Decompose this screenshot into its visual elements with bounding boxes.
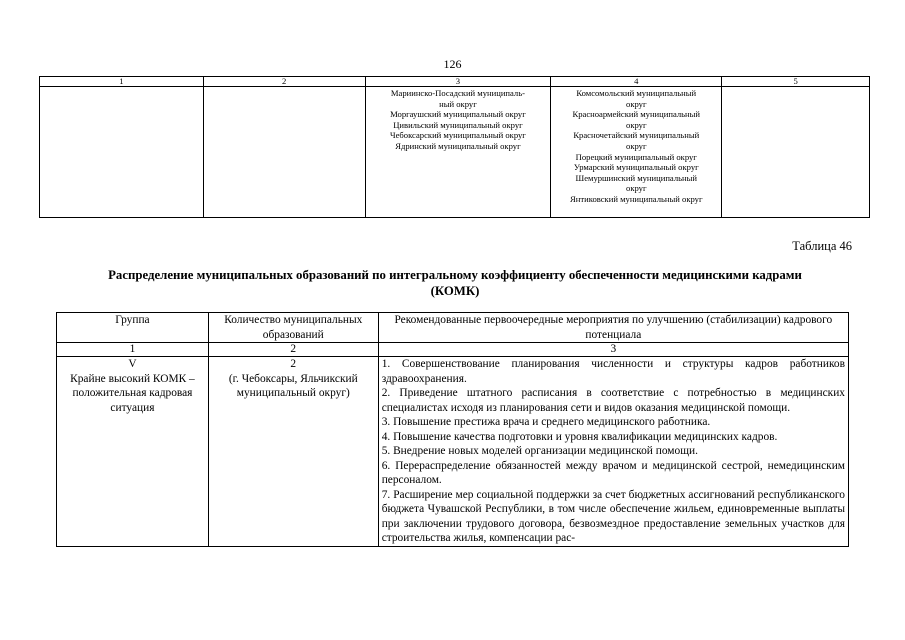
measure-item: 1. Совершенствование планирования численности и структуры кадров работников здравоохранения. [381,358,845,385]
list-item: Порецкий муниципальный округ [575,151,697,162]
col-num-3: 3 [365,77,551,87]
list-item: Шемуршинский муниципальный [575,172,697,183]
group-numeral: V [128,358,137,370]
measure-item: 3. Повышение престижа врача и среднего медицинского работника. [381,416,711,428]
list-item: округ [626,183,647,194]
list-item: Чебоксарский муниципальный округ [390,130,526,141]
measure-item: 4. Повышение качества подготовки и уровня квалификации медицинских кадров. [381,430,778,443]
table-row [40,87,870,218]
continuation-table [39,76,870,218]
group-description: Крайне высокий КОМК – положительная кадровая ситуация [70,372,195,414]
col-num-3: 3 [378,343,848,357]
list-item: Красночетайский муниципальный [573,130,700,141]
measure-item: 7. Расширение мер социальной поддержки за счет бюджетных ассигнований республиканского бюджета Чувашской Республики, в том числе обеспечение жильем, единовременные выплаты при заключении трудового договора, безвозмездное предоставление земельных участков для строительства жилья, компенсации рас- [381,488,845,544]
measure-item: 2. Приведение штатного расписания в соответствие с потребностью в медицинских специалистах исходя из планирования сети и видов оказания медицинской помощи. [381,387,845,414]
main-table [56,312,849,547]
list-item: Цивильский муниципальный округ [393,119,523,130]
cell-col1 [40,87,204,218]
column-number-row [40,77,870,87]
header-measures: Рекомендованные первоочередные мероприятия по улучшению (стабилизации) кадрового потенциала [378,313,848,343]
cell-col3 [365,87,551,218]
header-row [57,313,849,343]
col-num-2: 2 [203,77,365,87]
list-item: Красноармейский муниципальный [572,109,701,120]
list-item: Янтиковский муниципальный округ [570,193,703,204]
measure-item: 5. Внедрение новых моделей организации медицинской помощи. [381,445,698,457]
group-cell [57,357,209,547]
list-item: Комсомольский муниципальный [576,88,697,98]
table-row [57,357,849,547]
header-group: Группа [57,313,209,343]
list-item: Урмарский муниципальный округ [573,162,699,173]
table-title-line: Распределение муниципальных образований по интегральному коэффициенту обеспеченности медицинскими кадрами [108,268,802,282]
list-item: Мариинско-Посадский муниципаль- [390,88,525,98]
cell-col5 [722,87,870,218]
col-num-2: 2 [208,343,378,357]
measure-item: 6. Перераспределение обязанностей между врачом и медицинской сестрой, немедицинским персоналом. [381,459,845,486]
table-caption: Таблица 46 [792,239,852,253]
list-item: Моргаушский муниципальный округ [390,109,526,120]
page-number: 126 [443,57,462,71]
column-number-row [57,343,849,357]
list-item: Ядринский муниципальный округ [395,140,521,151]
table-title [60,268,850,299]
list-item: округ [626,98,647,109]
measures-cell [378,357,848,547]
cell-col4 [551,87,722,218]
count-cell [208,357,378,547]
col-num-1: 1 [57,343,209,357]
table-title-line: (КОМК) [430,283,480,298]
cell-col2 [203,87,365,218]
list-item: округ [626,140,647,151]
list-item: округ [626,119,647,130]
col-num-5: 5 [722,77,870,87]
list-item: ный округ [439,98,477,109]
header-count: Количество муниципальных образований [208,313,378,343]
count-value: 2 [290,358,297,370]
col-num-4: 4 [551,77,722,87]
col-num-1: 1 [40,77,204,87]
count-note: (г. Чебоксары, Яльчикский муниципальный округ) [228,372,358,399]
